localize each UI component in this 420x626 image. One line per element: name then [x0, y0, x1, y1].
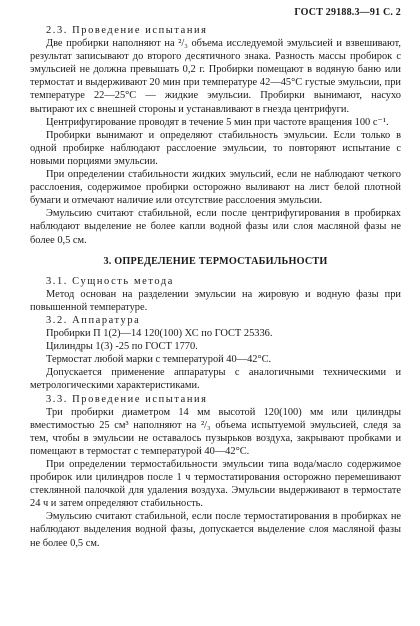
subsection-heading-3-2: 3.2. Аппаратура	[46, 314, 141, 326]
paragraph: Три пробирки диаметром 14 мм высотой 120(100) мм или цилиндры вместимостью 25 см³ наполняют на ²/₃ объема испытуемой эмульсией, следя за тем, чтобы в эмульсии не оставалось пузырьков воздуха, закрывают пробками и помещают в термостат с температурой 40—42°С.	[30, 406, 401, 457]
paragraph: Пробирки вынимают и определяют стабильность эмульсии. Если только в одной пробирке наблюдают расслоение эмульсии, то повторяют испытание с новыми порциями эмульсии.	[30, 129, 401, 167]
subsection-heading-3-3: 3.3. Проведение испытания	[46, 393, 208, 405]
page-header: ГОСТ 29188.3—91 С. 2	[294, 7, 401, 18]
paragraph: При определении стабильности жидких эмульсий, если не наблюдают четкого расслоения, содержимое пробирки осторожно выливают на лист белой плотной бумаги и отмечают наличие или отсутствие расслоения эмульсии.	[30, 169, 401, 207]
paragraph: Центрифугирование проводят в течение 5 мин при частоте вращения 100 с⁻¹.	[46, 116, 389, 128]
paragraph: Эмульсию считают стабильной, если после центрифугирования в пробирках наблюдают выделение не более капли водной фазы или слоя масляной фазы не более 0,5 см.	[30, 208, 401, 246]
subsection-heading-3-1: 3.1. Сущность метода	[46, 275, 174, 287]
paragraph: При определении термостабильности эмульсии типа вода/масло содержимое пробирок или цилиндров после 1 ч термостатирования осторожно перемешивают стеклянной палочкой для удаления воздуха. Эмульсии выдерживают в термостате 24 ч и затем определяют стабильность.	[30, 459, 401, 510]
paragraph: Термостат любой марки с температурой 40—42°С.	[46, 354, 272, 366]
section-title: 3. ОПРЕДЕЛЕНИЕ ТЕРМОСТАБИЛЬНОСТИ	[103, 255, 328, 267]
subsection-heading-2-3: 2.3. Проведение испытания	[46, 25, 208, 36]
paragraph: Две пробирки наполняют на ²/₃ объема исследуемой эмульсией и взвешивают, результат записывают до второго десятичного знака. Разность массы пробирок с эмульсией не должна превышать 0,2 г. Пробирки помещают в водяную баню или термостат и выдерживают 20 мин при температуре 42—45°С густые эмульсии, при температуре 22—25°С — жидкие эмульсии. Пробирки вынимают, насухо вытирают их с внешней стороны и устанавливают в гнезда центрифуги.	[30, 38, 401, 115]
paragraph: Пробирки П 1(2)—14 120(100) ХС по ГОСТ 25336.	[46, 328, 273, 340]
document-body	[30, 24, 401, 550]
paragraph: Цилиндры 1(3) -25 по ГОСТ 1770.	[46, 341, 198, 353]
paragraph: Эмульсию считают стабильной, если после термостатирования в пробирках не наблюдают выделения водной фазы, допускается выделение слоя масляной фазы не более 0,5 см.	[30, 511, 401, 549]
paragraph: Допускается применение аппаратуры с аналогичными техническими и метрологическими характеристиками.	[30, 367, 401, 392]
paragraph: Метод основан на разделении эмульсии на жировую и водную фазы при повышенной температуре.	[30, 288, 401, 313]
